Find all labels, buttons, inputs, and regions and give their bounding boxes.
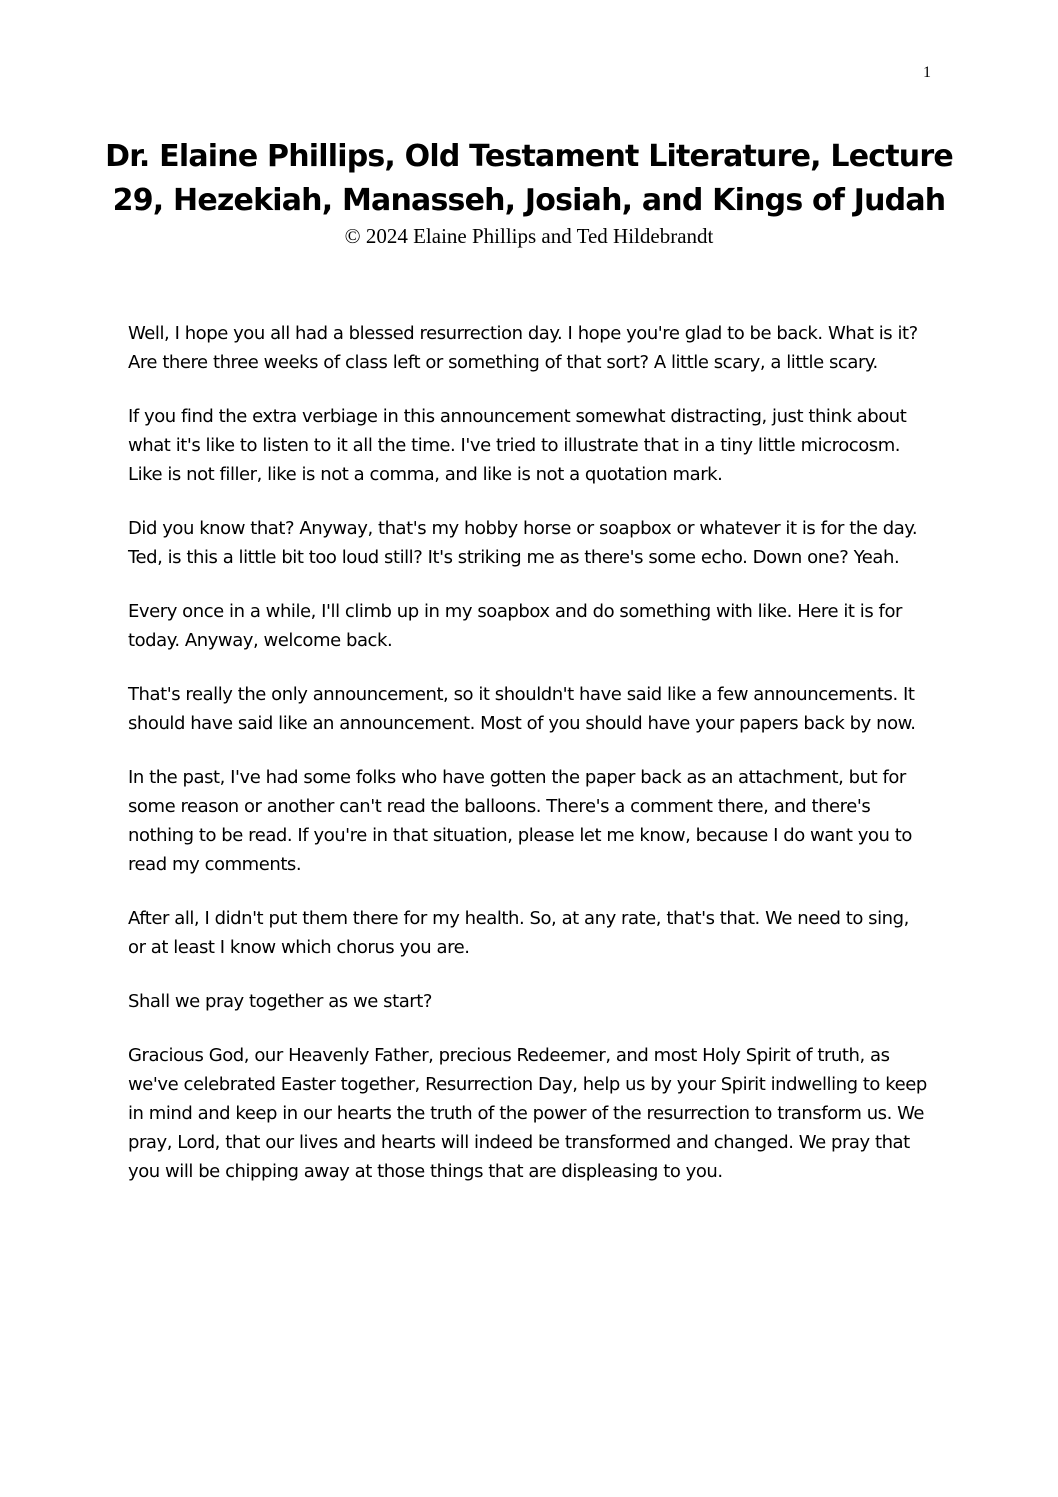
paragraph: Every once in a while, I'll climb up in my soapbox and do something with like. Here it is for today. Anyway, welcome back.	[128, 601, 902, 651]
document-body	[128, 319, 930, 1211]
document-header	[100, 135, 958, 249]
paragraph: Did you know that? Anyway, that's my hobby horse or soapbox or whatever it is for the day. Ted, is this a little bit too loud still? It's striking me as there's some echo. Down one? Yeah.	[128, 518, 918, 568]
paragraph: Gracious God, our Heavenly Father, precious Redeemer, and most Holy Spirit of truth, as we've celebrated Easter together, Resurrection Day, help us by your Spirit indwelling to keep in mind and keep in our hearts the truth of the power of the resurrection to transform us. We pray, Lord, that our lives and hearts will indeed be transformed and changed. We pray that you will be chipping away at those things that are displeasing to you.	[128, 1045, 927, 1182]
copyright-line: © 2024 Elaine Phillips and Ted Hildebrandt	[344, 224, 714, 248]
paragraph: Shall we pray together as we start?	[128, 991, 432, 1012]
paragraph: That's really the only announcement, so it shouldn't have said like a few announcements. It should have said like an announcement. Most of you should have your papers back by now.	[128, 684, 916, 734]
page-number: 1	[923, 64, 931, 81]
document-title: Dr. Elaine Phillips, Old Testament Literature, Lecture 29, Hezekiah, Manasseh, Josiah, and Kings of Judah	[105, 139, 953, 218]
paragraph: In the past, I've had some folks who have gotten the paper back as an attachment, but for some reason or another can't read the balloons. There's a comment there, and there's nothing to be read. If you're in that situation, please let me know, because I do want you to read my comments.	[128, 767, 912, 875]
paragraph: If you find the extra verbiage in this announcement somewhat distracting, just think about what it's like to listen to it all the time. I've tried to illustrate that in a tiny little microcosm. Like is not filler, like is not a comma, and like is not a quotation mark.	[128, 406, 907, 485]
paragraph: After all, I didn't put them there for my health. So, at any rate, that's that. We need to sing, or at least I know which chorus you are.	[128, 908, 909, 958]
paragraph: Well, I hope you all had a blessed resurrection day. I hope you're glad to be back. What is it? Are there three weeks of class left or something of that sort? A little scary, a little scary.	[128, 323, 918, 373]
